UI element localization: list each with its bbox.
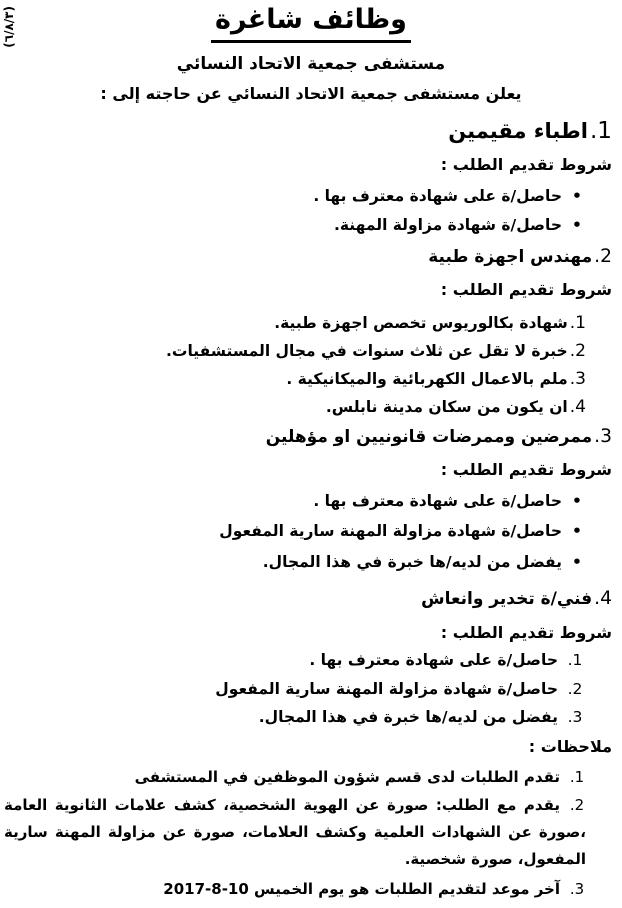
section-2-item: 1.شهادة بكالوريوس تخصص اجهزة طبية. <box>274 313 586 333</box>
announcement: يعلن مستشفى جمعية الاتحاد النسائي عن حاجته إلى : <box>100 84 522 103</box>
section-2-conditions-label: شروط تقديم الطلب : <box>440 280 612 299</box>
section-1-item: •حاصل/ة شهادة مزاولة المهنة. <box>4 216 584 234</box>
bullet-icon: • <box>572 492 582 510</box>
section-1-conditions-label: شروط تقديم الطلب : <box>440 155 612 174</box>
reference-code: (٦/٨/٣) <box>2 6 16 48</box>
section-1-number: 1. <box>589 118 612 144</box>
note-item: 3.آخر موعد لتقديم الطلبات هو يوم الخميس 10-8-2017 <box>163 880 585 898</box>
section-4-title: فني/ة تخدير وانعاش <box>421 589 593 609</box>
section-2-item: 2.خبرة لا تقل عن ثلاث سنوات في مجال المستشفيات. <box>166 341 586 361</box>
bullet-icon: • <box>572 553 582 571</box>
page-title: وظائف شاغرة <box>211 2 411 43</box>
section-3-item: •حاصل/ة على شهادة معترف بها . <box>4 492 584 510</box>
section-2-title: مهندس اجهزة طبية <box>428 247 593 267</box>
section-2-item: 3.ملم بالاعمال الكهربائية والميكانيكية . <box>286 369 586 389</box>
section-3-item: •يفضل من لديه/ها خبرة في هذا المجال. <box>4 553 584 571</box>
section-4-conditions-label: شروط تقديم الطلب : <box>440 623 612 642</box>
section-3-title: ممرضين وممرضات قانونيين او مؤهلين <box>265 427 593 447</box>
section-2-number: 2. <box>594 246 612 267</box>
hospital-name: مستشفى جمعية الاتحاد النسائي <box>176 54 446 74</box>
section-2-heading <box>4 246 612 267</box>
page-title-wrap <box>0 2 622 43</box>
section-4-heading <box>4 588 612 609</box>
section-1-item: •حاصل/ة على شهادة معترف بها . <box>4 187 584 205</box>
section-2-item: 4.ان يكون من سكان مدينة نابلس. <box>325 397 586 417</box>
section-3-conditions-label: شروط تقديم الطلب : <box>440 460 612 479</box>
section-1-title: اطباء مقيمين <box>448 119 588 143</box>
note-item: 1.تقدم الطلبات لدى قسم شؤون الموظفين في المستشفى <box>134 768 585 786</box>
notes-label: ملاحظات : <box>528 737 612 756</box>
bullet-icon: • <box>572 522 582 540</box>
section-3-item: •حاصل/ة شهادة مزاولة المهنة سارية المفعول <box>4 522 584 540</box>
section-4-number: 4. <box>594 588 612 609</box>
note-item: 2. يقدم مع الطلب: صورة عن الهوية الشخصية، كشف علامات الثانوية العامة ،صورة عن الشهادات العلمية وكشف العلامات، صورة عن مزاولة المهنة سارية المفعول، صورة شخصية. <box>4 796 586 868</box>
section-4-item: 3.يفضل من لديه/ها خبرة في هذا المجال. <box>258 708 583 726</box>
section-4-item: 2.حاصل/ة شهادة مزاولة المهنة سارية المفعول <box>215 680 583 698</box>
bullet-icon: • <box>572 187 582 205</box>
section-1-heading <box>4 118 612 144</box>
section-3-number: 3. <box>594 426 612 447</box>
section-4-item: 1.حاصل/ة على شهادة معترف بها . <box>309 651 583 669</box>
section-3-heading <box>4 426 612 447</box>
bullet-icon: • <box>572 216 582 234</box>
